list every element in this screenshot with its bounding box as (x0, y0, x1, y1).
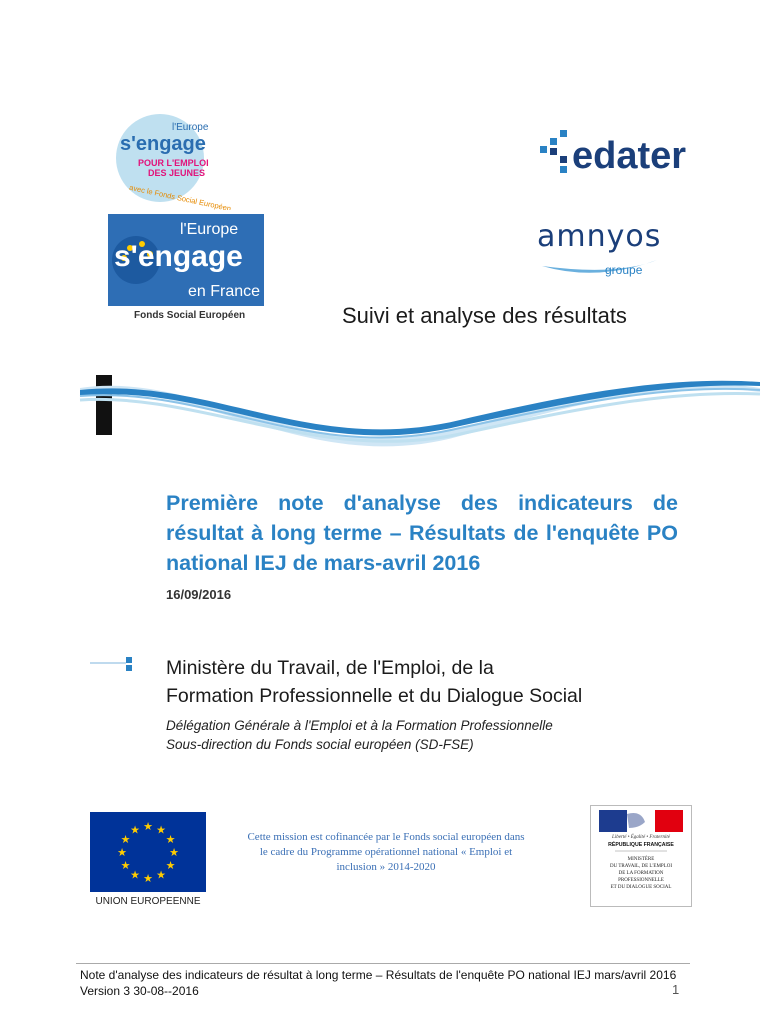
eu-flag-logo (90, 812, 206, 910)
fse-logo-line3: en France (188, 283, 261, 300)
iej-logo-line3: POUR L'EMPLOI (138, 158, 209, 168)
rf-m4: PROFESSIONNELLE (618, 878, 664, 883)
eu-star-icon: ★ (165, 860, 176, 872)
eu-star-icon: ★ (130, 869, 140, 882)
fse-logo (106, 212, 266, 324)
document-date: 16/09/2016 (166, 587, 232, 602)
mission-line2: le cadre du Programme opérationnel national « Emploi et (259, 846, 513, 858)
ministry-subtitle (166, 716, 553, 754)
fse-logo-line4: Fonds Social Européen (134, 310, 246, 321)
page-number: 1 (672, 982, 680, 997)
ministry-sub2: Sous-direction du Fonds social européen (SD-FSE) (166, 737, 474, 752)
iej-logo (108, 112, 248, 210)
rf-m3: DE LA FORMATION (618, 871, 664, 876)
eu-star-icon: ★ (156, 824, 166, 837)
ministry-line1: Ministère du Travail, de l'Emploi, de la (166, 657, 494, 679)
rf-motto: Liberté • Égalité • Fraternité (612, 835, 670, 840)
rf-republique: RÉPUBLIQUE FRANÇAISE (608, 842, 674, 848)
iej-logo-arc: avec le Fonds Social Européen (128, 182, 232, 210)
footer-title: Note d'analyse des indicateurs de résultat à long terme – Résultats de l'enquête PO national IEJ mars/avril 2016 (80, 968, 677, 982)
ministry-line2: Formation Professionnelle et du Dialogue Social (166, 685, 583, 707)
eu-star-icon: ★ (120, 860, 131, 872)
amnyos-logo-sub: groupe (605, 263, 643, 277)
amnyos-logo-text: amnyos (537, 219, 662, 254)
eu-star-icon: ★ (120, 834, 131, 846)
rf-m1: MINISTÈRE (627, 857, 655, 862)
iej-logo-line4: DES JEUNES (148, 168, 206, 178)
eu-star-icon: ★ (117, 847, 127, 859)
document-subtitle: Suivi et analyse des résultats (342, 303, 627, 328)
fse-logo-line2: s'engage (114, 240, 243, 273)
eu-star-icon: ★ (130, 824, 140, 837)
eu-star-icon: ★ (165, 834, 176, 846)
ministry-marker (90, 655, 138, 675)
eu-star-icon: ★ (156, 869, 166, 882)
eu-label: UNION EUROPEENNE (95, 896, 201, 907)
fse-logo-line1: l'Europe (180, 221, 239, 238)
decorative-wave (60, 360, 770, 470)
eu-star-icon: ★ (143, 821, 153, 833)
ministry-sub1: Délégation Générale à l'Emploi et à la Formation Professionnelle (166, 718, 553, 733)
edater-logo-text: edater (572, 135, 687, 177)
eu-flag (90, 812, 206, 892)
republique-francaise-logo (590, 805, 692, 907)
edater-logo (540, 128, 720, 180)
rf-m2: DU TRAVAIL, DE L'EMPLOI (609, 864, 673, 869)
rf-m5: ET DU DIALOGUE SOCIAL (610, 885, 672, 890)
footer-version: Version 3 30-08--2016 (80, 984, 199, 998)
ministry-name (166, 654, 582, 710)
cofunding-notice (228, 830, 544, 875)
mission-line3: inclusion » 2014-2020 (336, 861, 436, 873)
iej-logo-line1: l'Europe (172, 122, 209, 133)
document-title: Première note d'analyse des indicateurs de résultat à long terme – Résultats de l'enquête PO national IEJ de mars-avril 2016 (166, 491, 678, 575)
footer-divider (76, 963, 690, 964)
mission-line1: Cette mission est cofinancée par le Fonds social européen dans (247, 831, 525, 843)
eu-star-icon: ★ (169, 847, 179, 859)
eu-star-icon: ★ (143, 873, 153, 885)
iej-logo-line2: s'engage (120, 133, 206, 155)
amnyos-logo (537, 214, 717, 284)
